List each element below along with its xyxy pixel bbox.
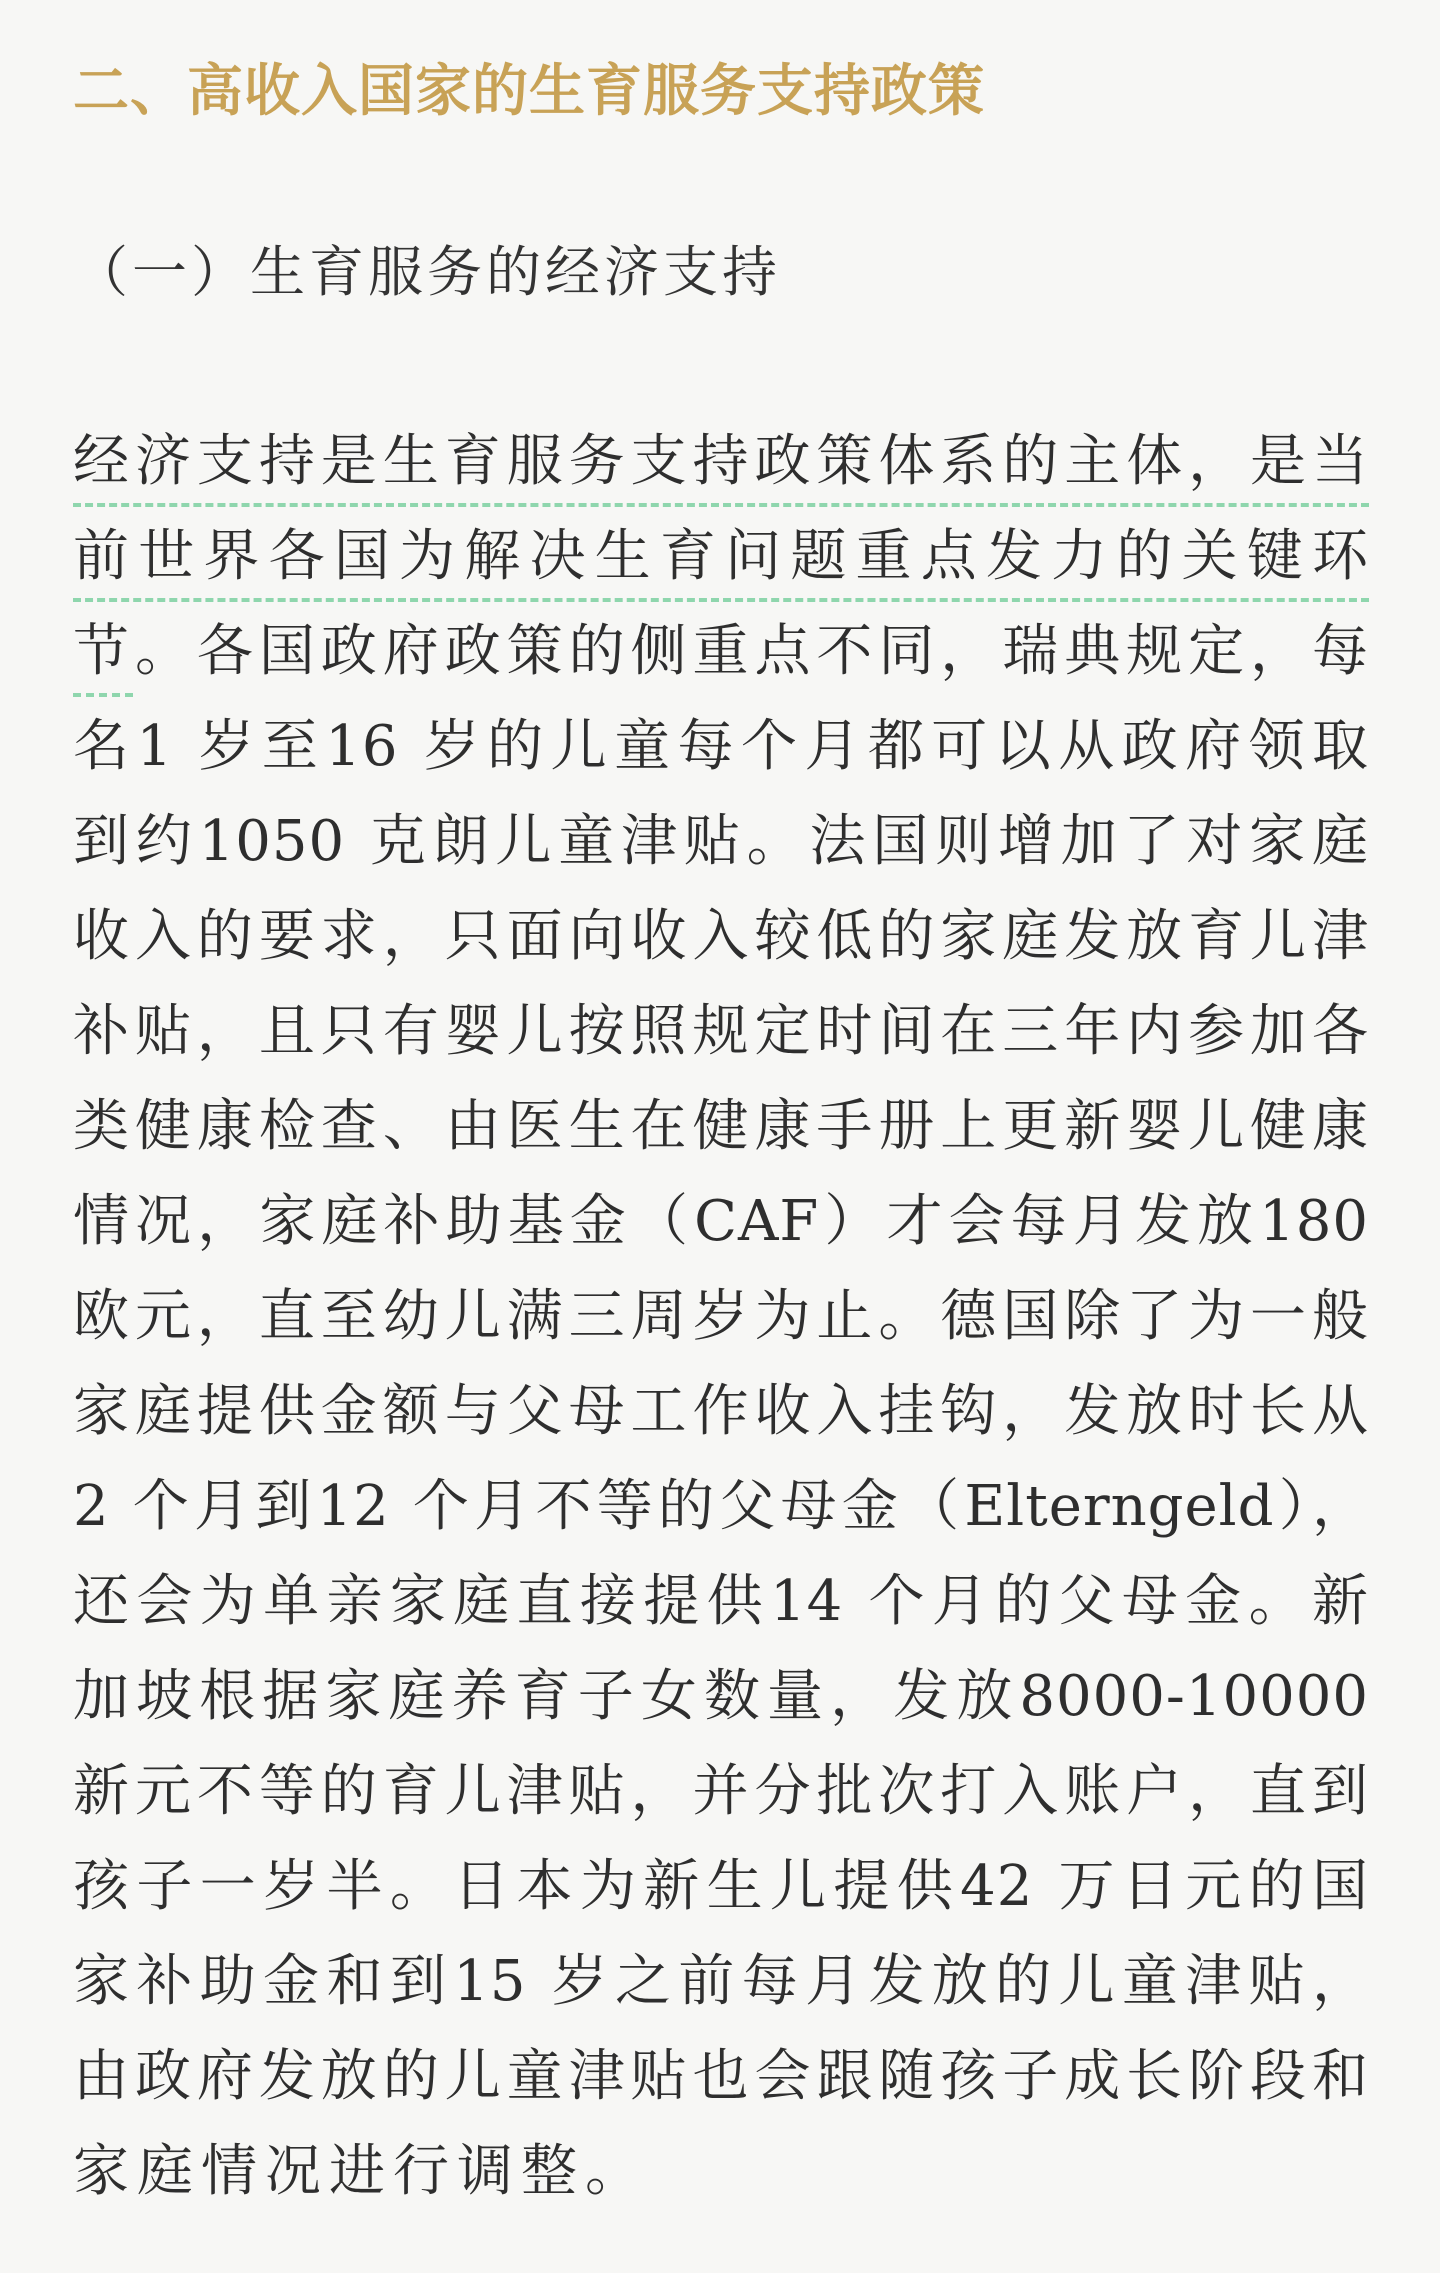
section-title: 二、高收入国家的生育服务支持政策 xyxy=(73,59,985,124)
paragraph-line: 情况，家庭补助基金（CAF）才会每月发放180 xyxy=(73,1189,1369,1254)
paragraph-line: 家庭情况进行调整。 xyxy=(73,2139,649,2204)
body-paragraph xyxy=(73,414,1369,2219)
paragraph-line: 由政府发放的儿童津贴也会跟随孩子成长阶段和 xyxy=(73,2044,1369,2109)
paragraph-line: 补贴，且只有婴儿按照规定时间在三年内参加各 xyxy=(73,999,1369,1064)
paragraph-line: 家庭提供金额与父母工作收入挂钩，发放时长从 xyxy=(73,1379,1369,1444)
subsection-title: （一）生育服务的经济支持 xyxy=(73,240,782,304)
paragraph-line[interactable]: 节。各国政府政策的侧重点不同，瑞典规定，每 xyxy=(73,604,1369,699)
paragraph-line: 新元不等的育儿津贴，并分批次打入账户，直到 xyxy=(73,1759,1369,1824)
paragraph-line: 欧元，直至幼儿满三周岁为止。德国除了为一般 xyxy=(73,1284,1369,1349)
paragraph-line: 名1 岁至16 岁的儿童每个月都可以从政府领取 xyxy=(73,714,1369,779)
paragraph-line: 收入的要求，只面向收入较低的家庭发放育儿津 xyxy=(73,904,1369,969)
paragraph-line: 还会为单亲家庭直接提供14 个月的父母金。新 xyxy=(73,1569,1369,1634)
paragraph-line[interactable]: 经济支持是生育服务支持政策体系的主体，是当 xyxy=(73,414,1369,509)
paragraph-line: 到约1050 克朗儿童津贴。法国则增加了对家庭 xyxy=(73,809,1369,874)
paragraph-line: 2 个月到12 个月不等的父母金（Elterngeld）， xyxy=(73,1474,1369,1539)
paragraph-line: 孩子一岁半。日本为新生儿提供42 万日元的国 xyxy=(73,1854,1369,1919)
paragraph-line[interactable]: 前世界各国为解决生育问题重点发力的关键环 xyxy=(73,509,1369,604)
paragraph-line: 家补助金和到15 岁之前每月发放的儿童津贴， xyxy=(73,1949,1369,2014)
paragraph-line: 类健康检查、由医生在健康手册上更新婴儿健康 xyxy=(73,1094,1369,1159)
paragraph-line: 加坡根据家庭养育子女数量，发放8000-10000 xyxy=(73,1664,1369,1729)
